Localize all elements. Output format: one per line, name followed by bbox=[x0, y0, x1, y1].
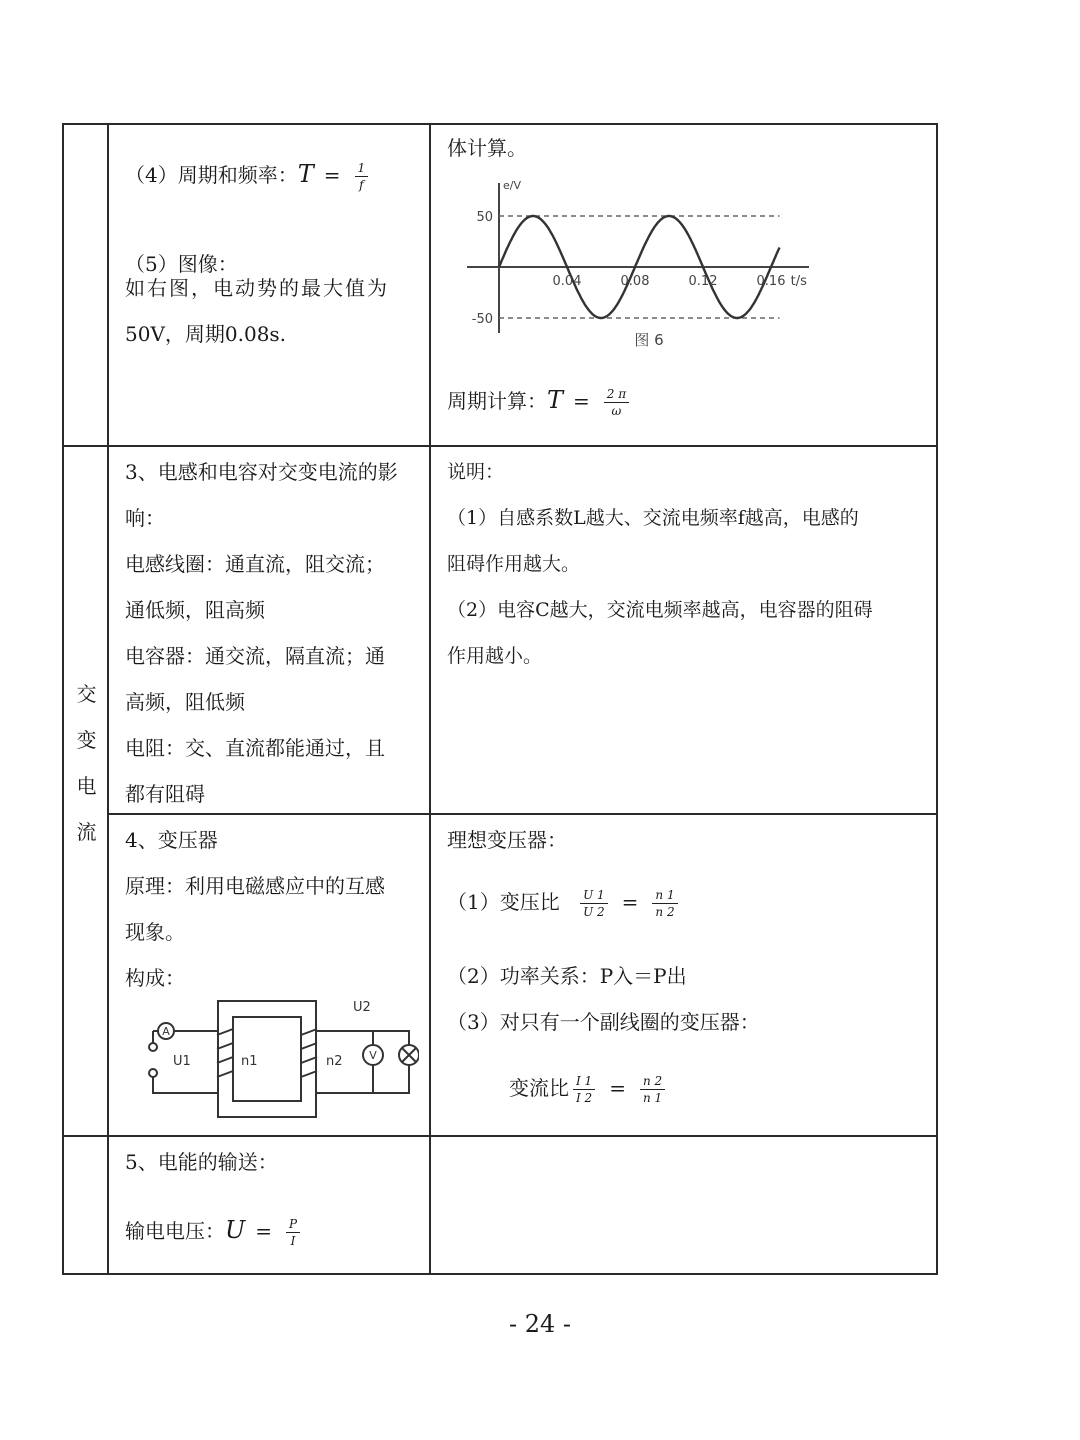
power-transmission-title: 5、电能的输送： bbox=[125, 1150, 278, 1174]
table-row bbox=[63, 446, 937, 814]
single-secondary-note: （3）对只有一个副线圈的变压器： bbox=[447, 1010, 760, 1034]
text-line: 现象。 bbox=[125, 920, 185, 944]
y-tick-label: 50 bbox=[476, 210, 493, 225]
text-line: 原理：利用电磁感应中的互感 bbox=[125, 874, 385, 898]
formula-U: U bbox=[225, 1216, 246, 1244]
formula-T: T bbox=[297, 160, 314, 188]
primary-coil bbox=[217, 1029, 233, 1077]
formula-equals: = bbox=[255, 1219, 272, 1243]
desc-line: 50V，周期0.08s. bbox=[125, 322, 287, 346]
continuation-text: 体计算。 bbox=[447, 136, 527, 160]
side-cell-empty bbox=[63, 124, 108, 446]
text-line: 4、变压器 bbox=[125, 828, 218, 852]
row3-left-cell bbox=[108, 814, 430, 1136]
side-char: 交 bbox=[76, 682, 97, 706]
emf-sine-chart bbox=[459, 175, 839, 350]
table-row bbox=[63, 124, 937, 446]
text-line: 作用越小。 bbox=[447, 645, 543, 667]
period-calc-label: 周期计算： bbox=[447, 389, 547, 413]
voltage-label: 输电电压： bbox=[125, 1219, 225, 1243]
side-char: 变 bbox=[76, 728, 97, 752]
text-line: 阻碍作用越大。 bbox=[447, 553, 581, 575]
ratio-label: （1）变压比 bbox=[447, 890, 560, 914]
x-axis-label: t/s bbox=[790, 274, 807, 289]
row2-right-cell bbox=[430, 446, 937, 814]
item4-label: （4）周期和频率： bbox=[125, 163, 298, 187]
row1-left-cell bbox=[108, 124, 430, 446]
current-ratio-label: 变流比 bbox=[509, 1076, 569, 1100]
text-line: 构成： bbox=[125, 966, 185, 990]
fraction-u1-over-u2: $\frac{U 1}{U 2}$ bbox=[580, 887, 608, 920]
text-line: 电感线圈：通直流，阻交流； bbox=[125, 552, 385, 576]
text-line: 说明： bbox=[447, 461, 505, 483]
terminal-icon bbox=[149, 1069, 157, 1077]
text-line: 电阻：交、直流都能通过，且 bbox=[125, 736, 385, 760]
text-line: 通低频，阻高频 bbox=[125, 598, 265, 622]
u2-label: U2 bbox=[353, 1000, 371, 1015]
item5-label: （5）图像： bbox=[125, 252, 238, 276]
fraction-2pi-over-omega: $\frac{2 \pi}{\omega}$ bbox=[604, 386, 629, 419]
text-line: 都有阻碍 bbox=[125, 782, 205, 806]
row3-right-cell bbox=[430, 814, 937, 1136]
ammeter-label: A bbox=[162, 1025, 170, 1038]
side-label-cell bbox=[63, 446, 108, 1136]
power-relation: （2）功率关系：P入＝P出 bbox=[447, 964, 687, 988]
text-line: 3、电感和电容对交变电流的影 bbox=[125, 460, 398, 484]
terminal-icon bbox=[149, 1043, 157, 1051]
text-line: 响： bbox=[125, 506, 165, 530]
side-char: 流 bbox=[76, 820, 97, 844]
voltmeter-label: V bbox=[369, 1049, 377, 1062]
page-number: - 24 - bbox=[508, 1310, 571, 1338]
row4-right-cell bbox=[430, 1136, 937, 1274]
formula-equals: = bbox=[621, 890, 639, 914]
table-row bbox=[63, 814, 937, 1136]
x-tick-label: 0.12 bbox=[688, 274, 718, 289]
fraction-i1-over-i2: $\frac{I 1}{I 2}$ bbox=[573, 1073, 595, 1106]
fraction-n1-over-n2: $\frac{n 1}{n 2}$ bbox=[652, 887, 677, 920]
row2-left-cell bbox=[108, 446, 430, 814]
n1-label: n1 bbox=[241, 1054, 258, 1069]
y-tick-label: -50 bbox=[471, 312, 493, 327]
formula-equals: = bbox=[609, 1076, 626, 1100]
transformer-diagram bbox=[133, 993, 419, 1123]
y-axis-label: e/V bbox=[503, 179, 521, 192]
x-tick-label: 0.08 bbox=[620, 274, 650, 289]
ideal-transformer-title: 理想变压器： bbox=[447, 828, 567, 852]
side-cell-empty bbox=[63, 1136, 108, 1274]
table-row bbox=[63, 1136, 937, 1274]
text-line: （1）自感系数L越大、交流电频率f越高，电感的 bbox=[447, 507, 859, 529]
fraction-p-over-i: $\frac{P}{I}$ bbox=[286, 1216, 300, 1249]
chart-title: 图 6 bbox=[634, 331, 664, 349]
row4-left-cell bbox=[108, 1136, 430, 1274]
row1-right-cell bbox=[430, 124, 937, 446]
desc-line: 如右图，电动势的最大值为 bbox=[125, 276, 389, 300]
fraction-1-over-f: $\frac{1}{f}$ bbox=[355, 160, 369, 193]
fraction-n2-over-n1: $\frac{n 2}{n 1}$ bbox=[640, 1073, 665, 1106]
formula-equals: = bbox=[573, 389, 590, 413]
formula-equals: = bbox=[323, 163, 341, 187]
u1-label: U1 bbox=[173, 1054, 191, 1069]
formula-T: T bbox=[547, 386, 564, 414]
text-line: 电容器：通交流，隔直流；通 bbox=[125, 644, 385, 668]
secondary-coil bbox=[301, 1029, 317, 1077]
x-tick-label: 0.04 bbox=[552, 274, 582, 289]
text-line: 高频，阻低频 bbox=[125, 690, 245, 714]
text-line: （2）电容C越大，交流电频率越高，电容器的阻碍 bbox=[447, 599, 873, 621]
x-tick-label: 0.16 bbox=[756, 274, 786, 289]
side-char: 电 bbox=[76, 774, 97, 798]
n2-label: n2 bbox=[326, 1054, 343, 1069]
physics-summary-table bbox=[62, 123, 938, 1275]
